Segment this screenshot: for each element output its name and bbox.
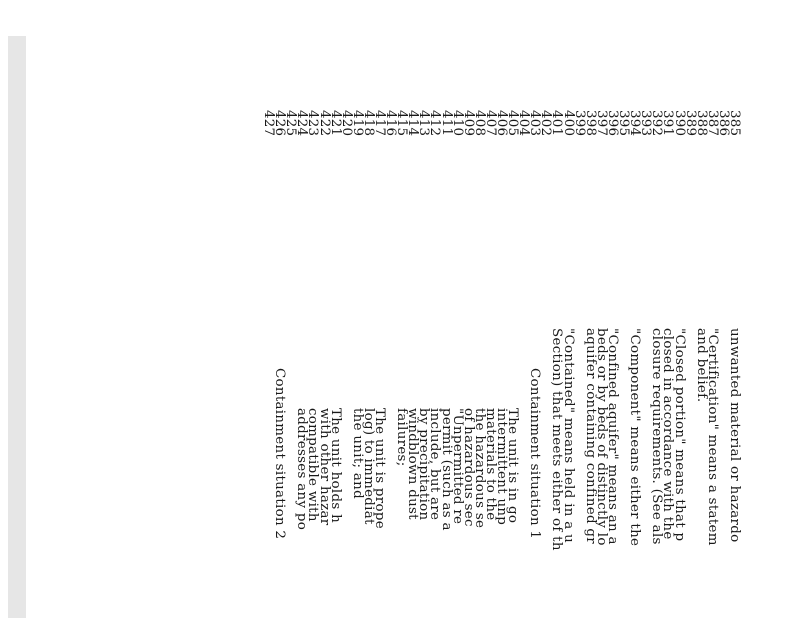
line-number: 426 — [272, 110, 288, 137]
text-line: the hazardous se — [471, 408, 487, 529]
line-number: 412 — [427, 110, 443, 137]
rotated-page — [120, 110, 740, 618]
line-number: 404 — [516, 110, 532, 137]
text-line: "Certification" means a statem — [704, 328, 720, 546]
text-line: closed in accordance with the — [660, 328, 676, 540]
text-line: windblown dust — [405, 408, 421, 520]
text-line: The unit holds h — [327, 408, 343, 523]
line-number: 396 — [604, 110, 620, 137]
line-number: 402 — [538, 110, 554, 137]
text-line: materials to the — [482, 408, 498, 521]
line-number: 410 — [449, 110, 465, 137]
line-number: 388 — [693, 110, 709, 137]
line-number: 422 — [316, 110, 332, 137]
line-number: 398 — [582, 110, 598, 137]
line-number: 427 — [261, 110, 277, 137]
line-number: 407 — [482, 110, 498, 137]
line-number: 408 — [471, 110, 487, 137]
line-number: 395 — [616, 110, 632, 137]
text-line: beds or by beds of distinctly lo — [593, 328, 609, 546]
text-line: addresses any po — [294, 408, 310, 531]
text-line: "Component" means either the — [627, 328, 643, 547]
line-number: 415 — [394, 110, 410, 137]
line-number: 424 — [294, 110, 310, 137]
text-line: "Contained" means held in a u — [560, 328, 576, 544]
line-number: 401 — [549, 110, 565, 137]
line-number: 389 — [682, 110, 698, 137]
text-line: unwanted material or hazardo — [727, 328, 742, 543]
text-line: The unit is in go — [505, 408, 521, 524]
text-line: include, but are — [427, 408, 443, 521]
line-number: 416 — [383, 110, 399, 137]
text-line: closure requirements. (See als — [649, 328, 665, 545]
line-number: 419 — [349, 110, 365, 137]
text-line: Section) that meets either of th — [549, 328, 565, 551]
text-line: of hazardous sec — [460, 408, 476, 527]
line-number: 403 — [527, 110, 543, 137]
text-line: the unit; and — [349, 408, 365, 499]
line-number: 386 — [715, 110, 731, 137]
text-line: "Closed portion" means that p — [671, 328, 687, 542]
line-number: 394 — [627, 110, 643, 137]
line-number: 413 — [416, 110, 432, 137]
line-number: 385 — [727, 110, 742, 137]
text-line: compatible with — [305, 408, 321, 522]
text-line: Containment situation 2 — [272, 368, 288, 540]
text-line: permit (such as a — [438, 408, 454, 531]
line-number: 397 — [593, 110, 609, 137]
text-line: failures; — [394, 408, 410, 467]
line-number: 393 — [638, 110, 654, 137]
line-number: 418 — [360, 110, 376, 137]
line-number: 411 — [438, 110, 454, 137]
text-line: by precipitation — [416, 408, 432, 521]
text-line: The unit is prope — [372, 408, 387, 529]
line-number: 421 — [327, 110, 343, 137]
text-line: and belief. — [693, 328, 709, 403]
text-line: aquifer containing confined gr — [582, 328, 598, 544]
line-number: 399 — [571, 110, 587, 137]
text-line: intermittent unp — [494, 408, 510, 526]
line-number: 409 — [460, 110, 476, 137]
line-number: 390 — [671, 110, 687, 137]
text-line: "Unpermitted re — [449, 408, 465, 525]
text-line: with other hazar — [316, 408, 332, 526]
text-line: Containment situation 1 — [527, 368, 543, 540]
text-line: log) to immediat — [360, 408, 376, 525]
line-number: 425 — [283, 110, 299, 137]
line-number-column — [263, 110, 740, 140]
line-number: 414 — [405, 110, 421, 137]
line-number: 423 — [305, 110, 321, 137]
body-text — [274, 328, 740, 618]
line-number: 420 — [338, 110, 354, 137]
line-number: 400 — [560, 110, 576, 137]
text-line: "Confined aquifer" means an a — [604, 328, 620, 545]
line-number: 417 — [372, 110, 387, 137]
line-number: 387 — [704, 110, 720, 137]
line-number: 392 — [649, 110, 665, 137]
line-number: 406 — [494, 110, 510, 137]
line-number: 391 — [660, 110, 676, 137]
line-number: 405 — [505, 110, 521, 137]
